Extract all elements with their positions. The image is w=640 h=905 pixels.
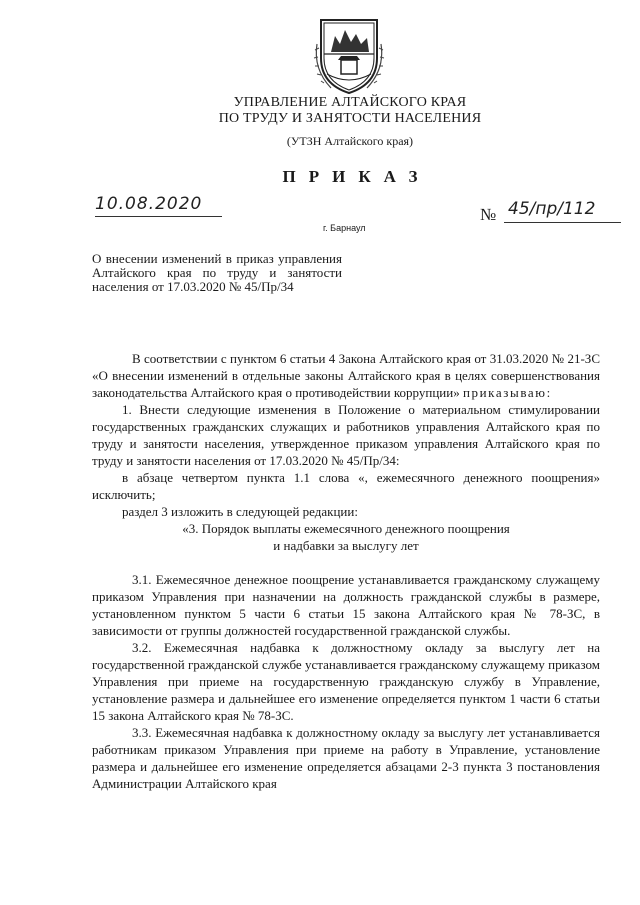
preamble-action: приказываю: [462, 385, 552, 400]
order-subject: О внесении изменений в приказ управления Алтайского края по труду и занятости населения от 17.03.2020 № 45/Пр/34 [92, 251, 342, 294]
item-1: 1. Внести следующие изменения в Положение о материальном стимулировании государственных гражданских служащих и работников управления Алтайского края по труду и занятости населения, утвержденное приказом управления Алтайского края по труду и занятости населения от 17.03.2020 № 45/Пр/34: [92, 402, 600, 468]
city: г. Барнаул [323, 223, 366, 233]
organization-name [200, 95, 500, 127]
section-title-line-2: и надбавки за выслугу лет [273, 538, 419, 553]
section-title-line-1: «3. Порядок выплаты ежемесячного денежного поощрения [182, 521, 510, 536]
spacer [92, 554, 600, 571]
number-underline [504, 222, 621, 223]
date-underline [95, 216, 222, 217]
handwritten-date: 10.08.2020 [95, 194, 203, 214]
org-line-2: ПО ТРУДУ И ЗАНЯТОСТИ НАСЕЛЕНИЯ [218, 111, 482, 126]
item-1-a: в абзаце четвертом пункта 1.1 слова «, ежемесячного денежного поощрения» исключить; [92, 470, 600, 502]
paragraph-3-3: 3.3. Ежемесячная надбавка к должностному окладу за выслугу лет устанавливается работникам приказом Управления при приеме на работу в Управление, установление размера и дальнейшее его изменение определяется абзацами 2-3 пункта 3 постановления Администрации Алтайского края [92, 725, 600, 791]
handwritten-number: 45/пр/112 [508, 199, 596, 219]
paragraph-3-2: 3.2. Ежемесячная надбавка к должностному окладу за выслугу лет на государственной гражданской службе устанавливается гражданскому служащему приказом Управления при приеме на государственную гражданскую службу в Управление, установление размера и дальнейшее его изменение определяется пунктом 1 части 6 статьи 15 закона Алтайского края № 78-ЗС. [92, 640, 600, 723]
organization-abbreviation: (УТЗН Алтайского края) [286, 134, 414, 148]
number-sign: № [480, 205, 497, 224]
order-body [92, 350, 600, 792]
paragraph-3-1: 3.1. Ежемесячное денежное поощрение устанавливается гражданскому служащему приказом Управления при назначении на должность гражданской службы в размере, установленном пунктом 5 части 6 статьи 15 закона Алтайского края № 78-ЗС, в зависимости от группы должностей государственной гражданской службы. [92, 572, 600, 638]
item-1-b: раздел 3 изложить в следующей редакции: [122, 504, 358, 519]
preamble-text: В соответствии с пунктом 6 статьи 4 Закона Алтайского края от 31.03.2020 № 21-ЗС «О внесении изменений в отдельные законы Алтайского края в целях совершенствования законодательства Алтайского края о противодействии коррупции» [92, 351, 600, 400]
org-line-1: УПРАВЛЕНИЕ АЛТАЙСКОГО КРАЯ [233, 95, 467, 110]
preamble [92, 350, 600, 401]
document-title: ПРИКАЗ [282, 167, 431, 186]
coat-of-arms-icon [311, 14, 387, 96]
